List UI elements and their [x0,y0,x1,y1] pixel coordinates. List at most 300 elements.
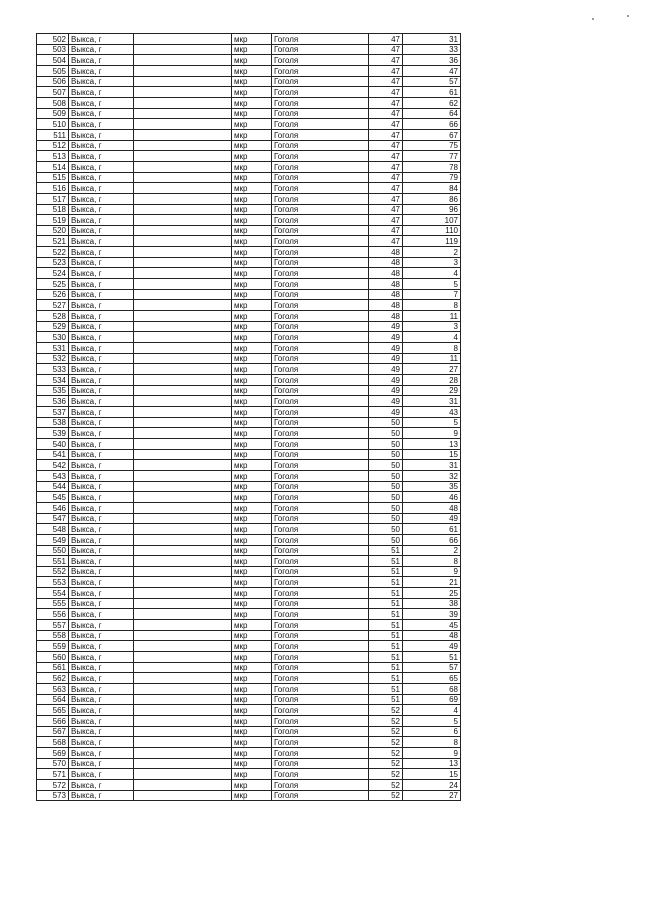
row-number-cell: 561 [37,662,69,673]
block-number-cell: 48 [369,279,403,290]
blank-cell [134,353,232,364]
house-number-cell: 35 [403,481,461,492]
settlement-type-cell: мкр [232,758,272,769]
settlement-type-cell: мкр [232,705,272,716]
table-row [37,311,461,322]
row-number-cell: 549 [37,534,69,545]
street-cell: Гоголя [272,343,369,354]
city-cell: Выкса, г [69,790,134,801]
city-cell: Выкса, г [69,193,134,204]
blank-cell [134,438,232,449]
house-number-cell: 65 [403,673,461,684]
block-number-cell: 49 [369,396,403,407]
block-number-cell: 49 [369,385,403,396]
table-row [37,598,461,609]
blank-cell [134,108,232,119]
house-number-cell: 64 [403,108,461,119]
house-number-cell: 79 [403,172,461,183]
block-number-cell: 48 [369,289,403,300]
house-number-cell: 8 [403,343,461,354]
street-cell: Гоголя [272,460,369,471]
street-cell: Гоголя [272,694,369,705]
block-number-cell: 51 [369,577,403,588]
row-number-cell: 542 [37,460,69,471]
street-cell: Гоголя [272,108,369,119]
city-cell: Выкса, г [69,87,134,98]
block-number-cell: 51 [369,588,403,599]
street-cell: Гоголя [272,289,369,300]
settlement-type-cell: мкр [232,737,272,748]
blank-cell [134,44,232,55]
street-cell: Гоголя [272,151,369,162]
city-cell: Выкса, г [69,673,134,684]
block-number-cell: 48 [369,247,403,258]
settlement-type-cell: мкр [232,183,272,194]
block-number-cell: 47 [369,119,403,130]
block-number-cell: 51 [369,556,403,567]
house-number-cell: 11 [403,353,461,364]
row-number-cell: 564 [37,694,69,705]
block-number-cell: 49 [369,364,403,375]
row-number-cell: 520 [37,225,69,236]
row-number-cell: 504 [37,55,69,66]
street-cell: Гоголя [272,225,369,236]
row-number-cell: 517 [37,193,69,204]
house-number-cell: 48 [403,502,461,513]
row-number-cell: 560 [37,652,69,663]
settlement-type-cell: мкр [232,76,272,87]
city-cell: Выкса, г [69,300,134,311]
table-row [37,129,461,140]
table-row [37,566,461,577]
settlement-type-cell: мкр [232,289,272,300]
table-row [37,705,461,716]
row-number-cell: 562 [37,673,69,684]
city-cell: Выкса, г [69,289,134,300]
city-cell: Выкса, г [69,119,134,130]
settlement-type-cell: мкр [232,364,272,375]
city-cell: Выкса, г [69,417,134,428]
table-row [37,108,461,119]
house-number-cell: 45 [403,620,461,631]
house-number-cell: 4 [403,705,461,716]
blank-cell [134,385,232,396]
blank-cell [134,119,232,130]
street-cell: Гоголя [272,87,369,98]
row-number-cell: 519 [37,215,69,226]
blank-cell [134,428,232,439]
table-row [37,726,461,737]
row-number-cell: 506 [37,76,69,87]
settlement-type-cell: мкр [232,332,272,343]
street-cell: Гоголя [272,428,369,439]
table-row [37,406,461,417]
blank-cell [134,470,232,481]
table-row [37,470,461,481]
block-number-cell: 51 [369,609,403,620]
street-cell: Гоголя [272,502,369,513]
table-row [37,364,461,375]
street-cell: Гоголя [272,55,369,66]
street-cell: Гоголя [272,332,369,343]
blank-cell [134,97,232,108]
settlement-type-cell: мкр [232,598,272,609]
blank-cell [134,598,232,609]
city-cell: Выкса, г [69,598,134,609]
block-number-cell: 47 [369,87,403,98]
table-row [37,289,461,300]
house-number-cell: 43 [403,406,461,417]
street-cell: Гоголя [272,684,369,695]
table-row [37,343,461,354]
street-cell: Гоголя [272,236,369,247]
street-cell: Гоголя [272,524,369,535]
table-row [37,215,461,226]
block-number-cell: 49 [369,353,403,364]
house-number-cell: 9 [403,747,461,758]
street-cell: Гоголя [272,705,369,716]
block-number-cell: 51 [369,630,403,641]
row-number-cell: 540 [37,438,69,449]
block-number-cell: 52 [369,758,403,769]
city-cell: Выкса, г [69,502,134,513]
settlement-type-cell: мкр [232,481,272,492]
city-cell: Выкса, г [69,737,134,748]
city-cell: Выкса, г [69,641,134,652]
street-cell: Гоголя [272,76,369,87]
settlement-type-cell: мкр [232,662,272,673]
settlement-type-cell: мкр [232,300,272,311]
settlement-type-cell: мкр [232,716,272,727]
house-number-cell: 67 [403,129,461,140]
row-number-cell: 516 [37,183,69,194]
street-cell: Гоголя [272,257,369,268]
city-cell: Выкса, г [69,65,134,76]
city-cell: Выкса, г [69,769,134,780]
settlement-type-cell: мкр [232,684,272,695]
settlement-type-cell: мкр [232,502,272,513]
street-cell: Гоголя [272,300,369,311]
city-cell: Выкса, г [69,257,134,268]
row-number-cell: 552 [37,566,69,577]
settlement-type-cell: мкр [232,55,272,66]
table-row [37,673,461,684]
city-cell: Выкса, г [69,268,134,279]
row-number-cell: 538 [37,417,69,428]
row-number-cell: 534 [37,375,69,386]
house-number-cell: 4 [403,268,461,279]
city-cell: Выкса, г [69,492,134,503]
table-row [37,172,461,183]
row-number-cell: 537 [37,406,69,417]
street-cell: Гоголя [272,481,369,492]
city-cell: Выкса, г [69,747,134,758]
table-row [37,545,461,556]
row-number-cell: 573 [37,790,69,801]
row-number-cell: 532 [37,353,69,364]
house-number-cell: 77 [403,151,461,162]
row-number-cell: 559 [37,641,69,652]
house-number-cell: 69 [403,694,461,705]
street-cell: Гоголя [272,396,369,407]
house-number-cell: 15 [403,449,461,460]
street-cell: Гоголя [272,470,369,481]
street-cell: Гоголя [272,449,369,460]
block-number-cell: 51 [369,545,403,556]
house-number-cell: 5 [403,279,461,290]
settlement-type-cell: мкр [232,534,272,545]
block-number-cell: 47 [369,55,403,66]
settlement-type-cell: мкр [232,460,272,471]
house-number-cell: 96 [403,204,461,215]
settlement-type-cell: мкр [232,343,272,354]
block-number-cell: 47 [369,161,403,172]
city-cell: Выкса, г [69,76,134,87]
block-number-cell: 47 [369,108,403,119]
house-number-cell: 57 [403,76,461,87]
row-number-cell: 531 [37,343,69,354]
block-number-cell: 51 [369,684,403,695]
house-number-cell: 61 [403,524,461,535]
blank-cell [134,215,232,226]
table-row [37,183,461,194]
block-number-cell: 50 [369,524,403,535]
row-number-cell: 551 [37,556,69,567]
blank-cell [134,556,232,567]
street-cell: Гоголя [272,311,369,322]
house-number-cell: 68 [403,684,461,695]
street-cell: Гоголя [272,598,369,609]
row-number-cell: 545 [37,492,69,503]
settlement-type-cell: мкр [232,396,272,407]
house-number-cell: 5 [403,716,461,727]
table-row [37,428,461,439]
block-number-cell: 49 [369,375,403,386]
blank-cell [134,279,232,290]
blank-cell [134,588,232,599]
city-cell: Выкса, г [69,183,134,194]
street-cell: Гоголя [272,556,369,567]
row-number-cell: 521 [37,236,69,247]
row-number-cell: 568 [37,737,69,748]
settlement-type-cell: мкр [232,417,272,428]
city-cell: Выкса, г [69,630,134,641]
blank-cell [134,396,232,407]
block-number-cell: 52 [369,705,403,716]
city-cell: Выкса, г [69,236,134,247]
city-cell: Выкса, г [69,247,134,258]
settlement-type-cell: мкр [232,492,272,503]
row-number-cell: 527 [37,300,69,311]
table-row [37,502,461,513]
city-cell: Выкса, г [69,140,134,151]
city-cell: Выкса, г [69,353,134,364]
blank-cell [134,34,232,45]
table-row [37,620,461,631]
city-cell: Выкса, г [69,311,134,322]
city-cell: Выкса, г [69,172,134,183]
house-number-cell: 25 [403,588,461,599]
street-cell: Гоголя [272,588,369,599]
table-row [37,247,461,258]
table-row [37,76,461,87]
row-number-cell: 546 [37,502,69,513]
house-number-cell: 4 [403,332,461,343]
blank-cell [134,577,232,588]
blank-cell [134,684,232,695]
block-number-cell: 52 [369,726,403,737]
house-number-cell: 5 [403,417,461,428]
row-number-cell: 503 [37,44,69,55]
house-number-cell: 49 [403,641,461,652]
house-number-cell: 24 [403,779,461,790]
block-number-cell: 47 [369,193,403,204]
blank-cell [134,534,232,545]
street-cell: Гоголя [272,183,369,194]
table-row [37,300,461,311]
house-number-cell: 38 [403,598,461,609]
street-cell: Гоголя [272,630,369,641]
house-number-cell: 49 [403,513,461,524]
block-number-cell: 48 [369,300,403,311]
settlement-type-cell: мкр [232,108,272,119]
block-number-cell: 49 [369,406,403,417]
city-cell: Выкса, г [69,556,134,567]
city-cell: Выкса, г [69,343,134,354]
house-number-cell: 29 [403,385,461,396]
street-cell: Гоголя [272,577,369,588]
blank-cell [134,151,232,162]
settlement-type-cell: мкр [232,641,272,652]
block-number-cell: 51 [369,652,403,663]
blank-cell [134,257,232,268]
city-cell: Выкса, г [69,779,134,790]
city-cell: Выкса, г [69,577,134,588]
blank-cell [134,236,232,247]
city-cell: Выкса, г [69,545,134,556]
table-row [37,396,461,407]
street-cell: Гоголя [272,417,369,428]
row-number-cell: 514 [37,161,69,172]
row-number-cell: 522 [37,247,69,258]
table-row [37,694,461,705]
settlement-type-cell: мкр [232,161,272,172]
city-cell: Выкса, г [69,438,134,449]
settlement-type-cell: мкр [232,119,272,130]
table-row [37,481,461,492]
street-cell: Гоголя [272,779,369,790]
house-number-cell: 31 [403,460,461,471]
blank-cell [134,460,232,471]
block-number-cell: 49 [369,321,403,332]
street-cell: Гоголя [272,438,369,449]
city-cell: Выкса, г [69,375,134,386]
street-cell: Гоголя [272,545,369,556]
block-number-cell: 50 [369,438,403,449]
address-table [36,33,461,801]
house-number-cell: 84 [403,183,461,194]
blank-cell [134,193,232,204]
blank-cell [134,737,232,748]
table-row [37,684,461,695]
blank-cell [134,641,232,652]
row-number-cell: 541 [37,449,69,460]
house-number-cell: 62 [403,97,461,108]
street-cell: Гоголя [272,534,369,545]
row-number-cell: 570 [37,758,69,769]
block-number-cell: 51 [369,598,403,609]
row-number-cell: 530 [37,332,69,343]
settlement-type-cell: мкр [232,247,272,258]
block-number-cell: 47 [369,215,403,226]
settlement-type-cell: мкр [232,779,272,790]
street-cell: Гоголя [272,769,369,780]
table-row [37,662,461,673]
blank-cell [134,65,232,76]
city-cell: Выкса, г [69,726,134,737]
blank-cell [134,609,232,620]
table-row [37,55,461,66]
street-cell: Гоголя [272,673,369,684]
block-number-cell: 52 [369,737,403,748]
street-cell: Гоголя [272,620,369,631]
block-number-cell: 49 [369,343,403,354]
settlement-type-cell: мкр [232,321,272,332]
block-number-cell: 49 [369,332,403,343]
blank-cell [134,204,232,215]
table-row [37,140,461,151]
settlement-type-cell: мкр [232,65,272,76]
house-number-cell: 33 [403,44,461,55]
blank-cell [134,492,232,503]
settlement-type-cell: мкр [232,556,272,567]
street-cell: Гоголя [272,34,369,45]
settlement-type-cell: мкр [232,673,272,684]
settlement-type-cell: мкр [232,524,272,535]
street-cell: Гоголя [272,97,369,108]
table-row [37,375,461,386]
block-number-cell: 52 [369,790,403,801]
blank-cell [134,716,232,727]
blank-cell [134,375,232,386]
block-number-cell: 47 [369,44,403,55]
house-number-cell: 28 [403,375,461,386]
house-number-cell: 9 [403,566,461,577]
house-number-cell: 57 [403,662,461,673]
table-row [37,630,461,641]
blank-cell [134,172,232,183]
row-number-cell: 509 [37,108,69,119]
settlement-type-cell: мкр [232,34,272,45]
house-number-cell: 11 [403,311,461,322]
block-number-cell: 51 [369,641,403,652]
street-cell: Гоголя [272,268,369,279]
table-row [37,193,461,204]
house-number-cell: 7 [403,289,461,300]
table-row [37,34,461,45]
city-cell: Выкса, г [69,129,134,140]
city-cell: Выкса, г [69,609,134,620]
house-number-cell: 110 [403,225,461,236]
settlement-type-cell: мкр [232,438,272,449]
row-number-cell: 533 [37,364,69,375]
city-cell: Выкса, г [69,534,134,545]
city-cell: Выкса, г [69,151,134,162]
settlement-type-cell: мкр [232,470,272,481]
row-number-cell: 507 [37,87,69,98]
settlement-type-cell: мкр [232,769,272,780]
street-cell: Гоголя [272,119,369,130]
